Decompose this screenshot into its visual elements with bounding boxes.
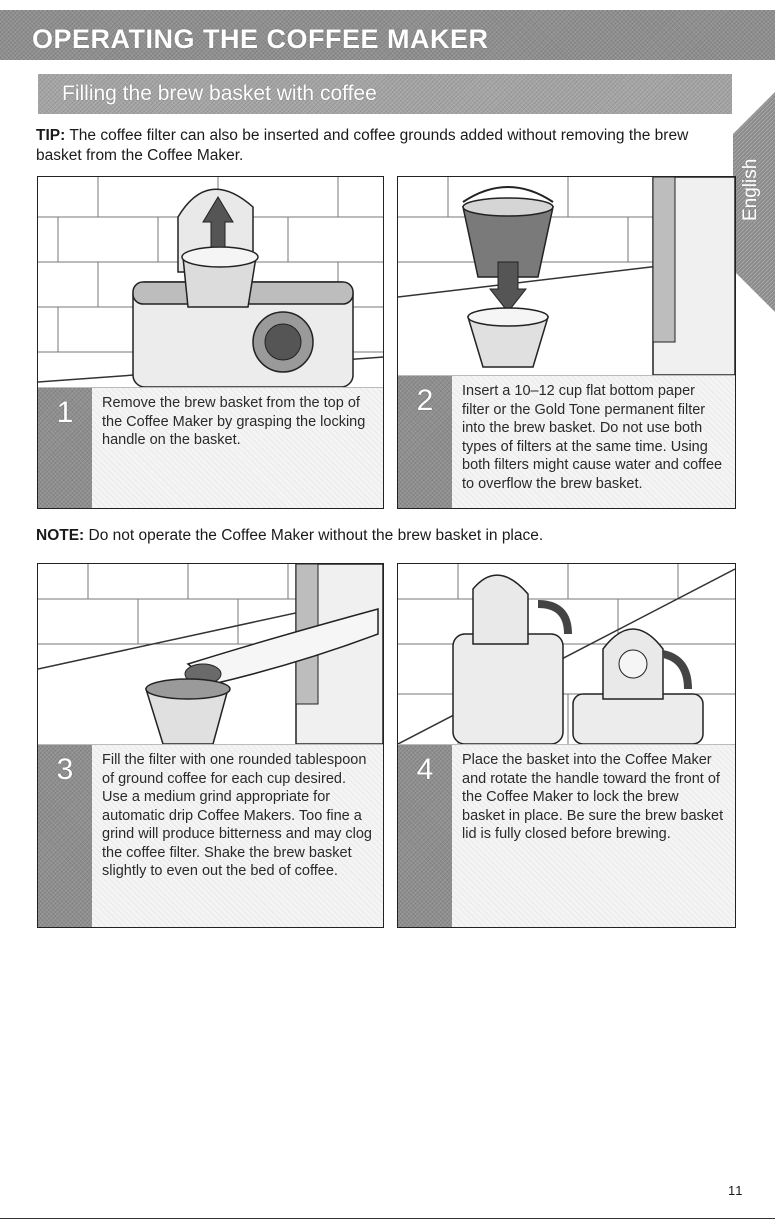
step-2-number-strip [398, 376, 452, 508]
step-3-panel [37, 563, 384, 928]
note-paragraph [36, 526, 736, 546]
step-4-text: Place the basket into the Coffee Maker and rotate the handle toward the front of the Coffee Maker to lock the brew basket in place. Be sure the brew basket lid is fully closed before brewing. [462, 752, 724, 842]
tip-label: TIP: [36, 127, 66, 144]
step-1-number-strip [38, 388, 92, 508]
step-3-number-strip [38, 745, 92, 927]
section-bar [38, 74, 732, 114]
bottom-rule [0, 1218, 775, 1219]
step-2-text: Insert a 10–12 cup flat bottom paper filter or the Gold Tone permanent filter into the brew basket. Do not use both types of filters at the same time. Using both filters might cause water and coffee to overflow the brew basket. [462, 383, 723, 492]
note-label: NOTE: [36, 527, 85, 544]
step-2-illustration [398, 177, 735, 375]
step-4-number-strip [398, 745, 452, 927]
step-3-text: Fill the filter with one rounded tablespoon of ground coffee for each cup desired. Use a medium grind appropriate for automatic drip Coffee Makers. Too fine a grind will produce bitterness and may clog the coffee filter. Shake the brew basket slightly to even out the bed of coffee. [102, 752, 372, 879]
page-number: 11 [728, 1183, 744, 1198]
step-2-caption [398, 375, 735, 508]
step-3-number: 3 [56, 753, 74, 786]
step-1-illustration [38, 177, 383, 387]
tip-text: The coffee filter can also be inserted and coffee grounds added without removing the brew basket from the Coffee Maker. [36, 127, 689, 164]
step-3-illustration [38, 564, 383, 744]
step-1-panel [37, 176, 384, 509]
step-2-number: 2 [416, 384, 434, 417]
step-4-illustration [398, 564, 735, 744]
step-2-panel [397, 176, 736, 509]
header-bar [0, 10, 775, 60]
tip-paragraph [36, 126, 736, 166]
step-1-number: 1 [56, 396, 74, 429]
note-text: Do not operate the Coffee Maker without the brew basket in place. [88, 527, 544, 544]
page-title: OPERATING THE COFFEE MAKER [32, 24, 489, 54]
section-title: Filling the brew basket with coffee [62, 82, 377, 105]
step-4-panel [397, 563, 736, 928]
step-4-number: 4 [416, 753, 434, 786]
language-label: English [740, 158, 761, 222]
step-1-caption [38, 387, 383, 508]
step-4-caption [398, 744, 735, 927]
step-1-text: Remove the brew basket from the top of the Coffee Maker by grasping the locking handle on the basket. [102, 395, 366, 448]
step-3-caption [38, 744, 383, 927]
